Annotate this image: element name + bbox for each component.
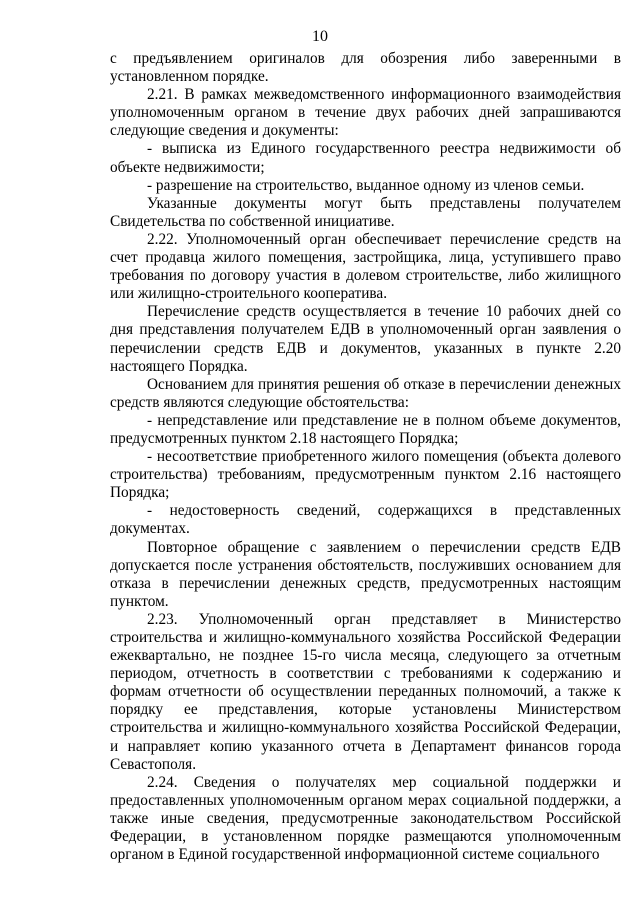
paragraph-2-21: 2.21. В рамках межведомственного информационного взаимодействия уполномоченным органом в течение двух рабочих дней запрашиваются следующие сведения и документы: <box>110 86 621 140</box>
paragraph-2-23: 2.23. Уполномоченный орган представляет в Министерство строительства и жилищно-коммунального хозяйства Российской Федерации ежеквартально, не позднее 15-го числа месяца, следующего за отчетным периодом, отчетность в соответствии с требованиями к содержанию и формам отчетности об осуществлении переданных полномочий, а также к порядку ее представления, которые установлены Министерством строительства и жилищно-коммунального хозяйства Российской Федерации, и направляет копию указанного отчета в Департамент финансов города Севастополя. <box>110 610 621 773</box>
document-body <box>110 50 621 864</box>
list-item-building-permit: - разрешение на строительство, выданное одному из членов семьи. <box>147 176 585 194</box>
page-number: 10 <box>312 28 328 45</box>
paragraph-continuation: с предъявлением оригиналов для обозрения либо заверенными в установленном порядке. <box>110 50 621 86</box>
list-item-missing-documents: - непредставление или представление не в полном объеме документов, предусмотренных пунктом 2.18 настоящего Порядка; <box>110 411 621 447</box>
paragraph-refusal-grounds: Основанием для принятия решения об отказе в перечислении денежных средств являются следующие обстоятельства: <box>110 375 621 411</box>
paragraph-2-24: 2.24. Сведения о получателях мер социальной поддержки и предоставленных уполномоченным органом мерах социальной поддержки, а также иные сведения, предусмотренные законодательством Российской Федерации, в установленном порядке размещаются уполномоченным органом в Единой государственной информационной системе социального <box>110 773 621 864</box>
paragraph-transfer-terms: Перечисление средств осуществляется в течение 10 рабочих дней со дня представления получателем ЕДВ в уполномоченный орган заявления о перечислении средств ЕДВ и документов, указанных в пункте 2.20 настоящего Порядка. <box>110 303 621 375</box>
paragraph-own-initiative: Указанные документы могут быть представлены получателем Свидетельства по собственной инициативе. <box>110 194 621 230</box>
list-item-registry-extract: - выписка из Единого государственного реестра недвижимости об объекте недвижимости; <box>110 140 621 176</box>
list-item-noncompliance: - несоответствие приобретенного жилого помещения (объекта долевого строительства) требованиям, предусмотренным пунктом 2.16 настоящего Порядка; <box>110 448 621 502</box>
paragraph-repeat-application: Повторное обращение с заявлением о перечислении средств ЕДВ допускается после устранения обстоятельств, послуживших основанием для отказа в перечислении денежных средств, предусмотренных настоящим пунктом. <box>110 538 621 610</box>
list-item-inaccuracy: - недостоверность сведений, содержащихся в представленных документах. <box>110 502 621 538</box>
paragraph-2-22: 2.22. Уполномоченный орган обеспечивает перечисление средств на счет продавца жилого помещения, застройщика, лица, уступившего право требования по договору участия в долевом строительстве, либо жилищного или жилищно-строительного кооператива. <box>110 230 621 303</box>
